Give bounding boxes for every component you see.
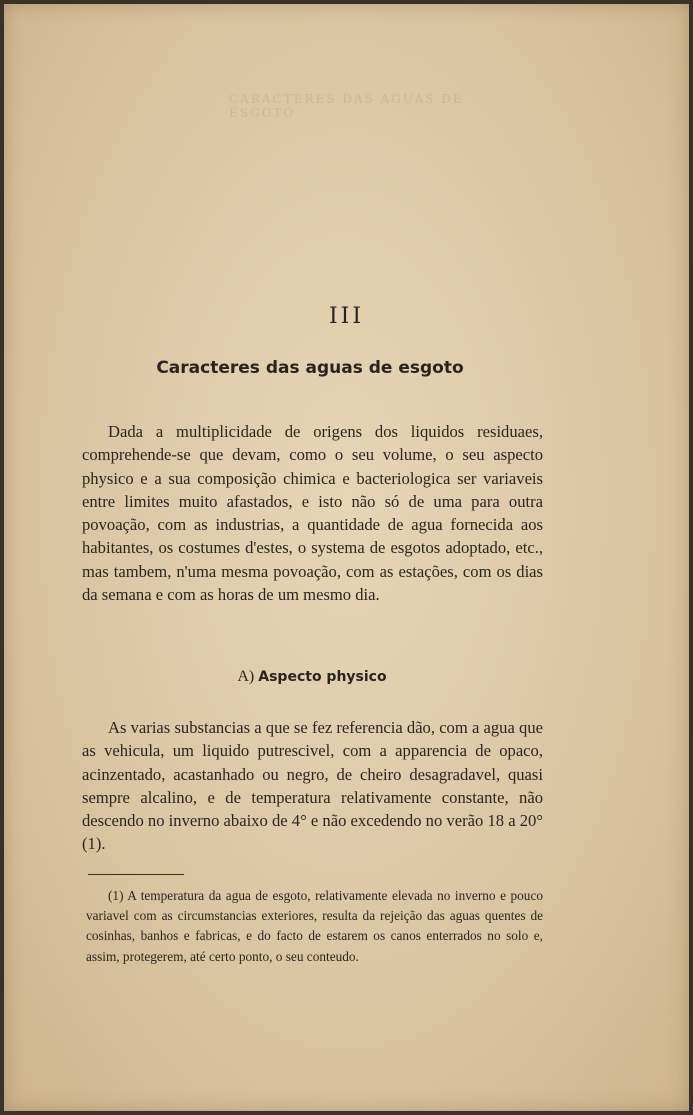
footnote: (1) A temperatura da agua de esgoto, relativamente elevada no inverno e pouco variavel com as circumstancias exteriores, resulta da rejeição das aguas quentes de cosinhas, banhos e fabricas, e do facto de estarem os canos enterrados no solo e, assim, protegerem, até certo ponto, o seu conteudo. (86, 888, 543, 964)
book-page (4, 4, 689, 1111)
paragraph-physical-aspect: As varias substancias a que se fez referencia dão, com a agua que as vehicula, um liquido putrescivel, com a apparencia de opaco, acinzentado, acastanhado ou negro, de cheiro desagradavel, quasi sempre alcalino, e de temperatura relativamente constante, não descendo no inverno abaixo de 4° e não excedendo no verão 18 a 20° (1). (82, 718, 543, 854)
bleed-through-header: CARACTERES DAS AGUAS DE ESGOTO (229, 92, 464, 120)
section-label: A) (237, 668, 255, 685)
section-heading (4, 668, 620, 686)
paragraph-intro: Dada a multiplicidade de origens dos liquidos residuaes, comprehende-se que devam, como o seu volume, o seu aspecto physico e a sua composição chimica e bacteriologica ser variaveis entre limites muito afastados, e isto não só de uma para outra povoação, com as industrias, a quantidade de agua fornecida aos habitantes, os costumes d'estes, o systema de esgotos adoptado, etc., mas tambem, n'uma mesma povoação, com as estações, com os dias da semana e com as horas de um mesmo dia. (82, 422, 543, 605)
chapter-title: Caracteres das aguas de esgoto (156, 358, 464, 378)
section-title: Aspecto physico (258, 669, 387, 685)
footnote-divider (88, 874, 184, 875)
chapter-number: III (328, 304, 365, 329)
